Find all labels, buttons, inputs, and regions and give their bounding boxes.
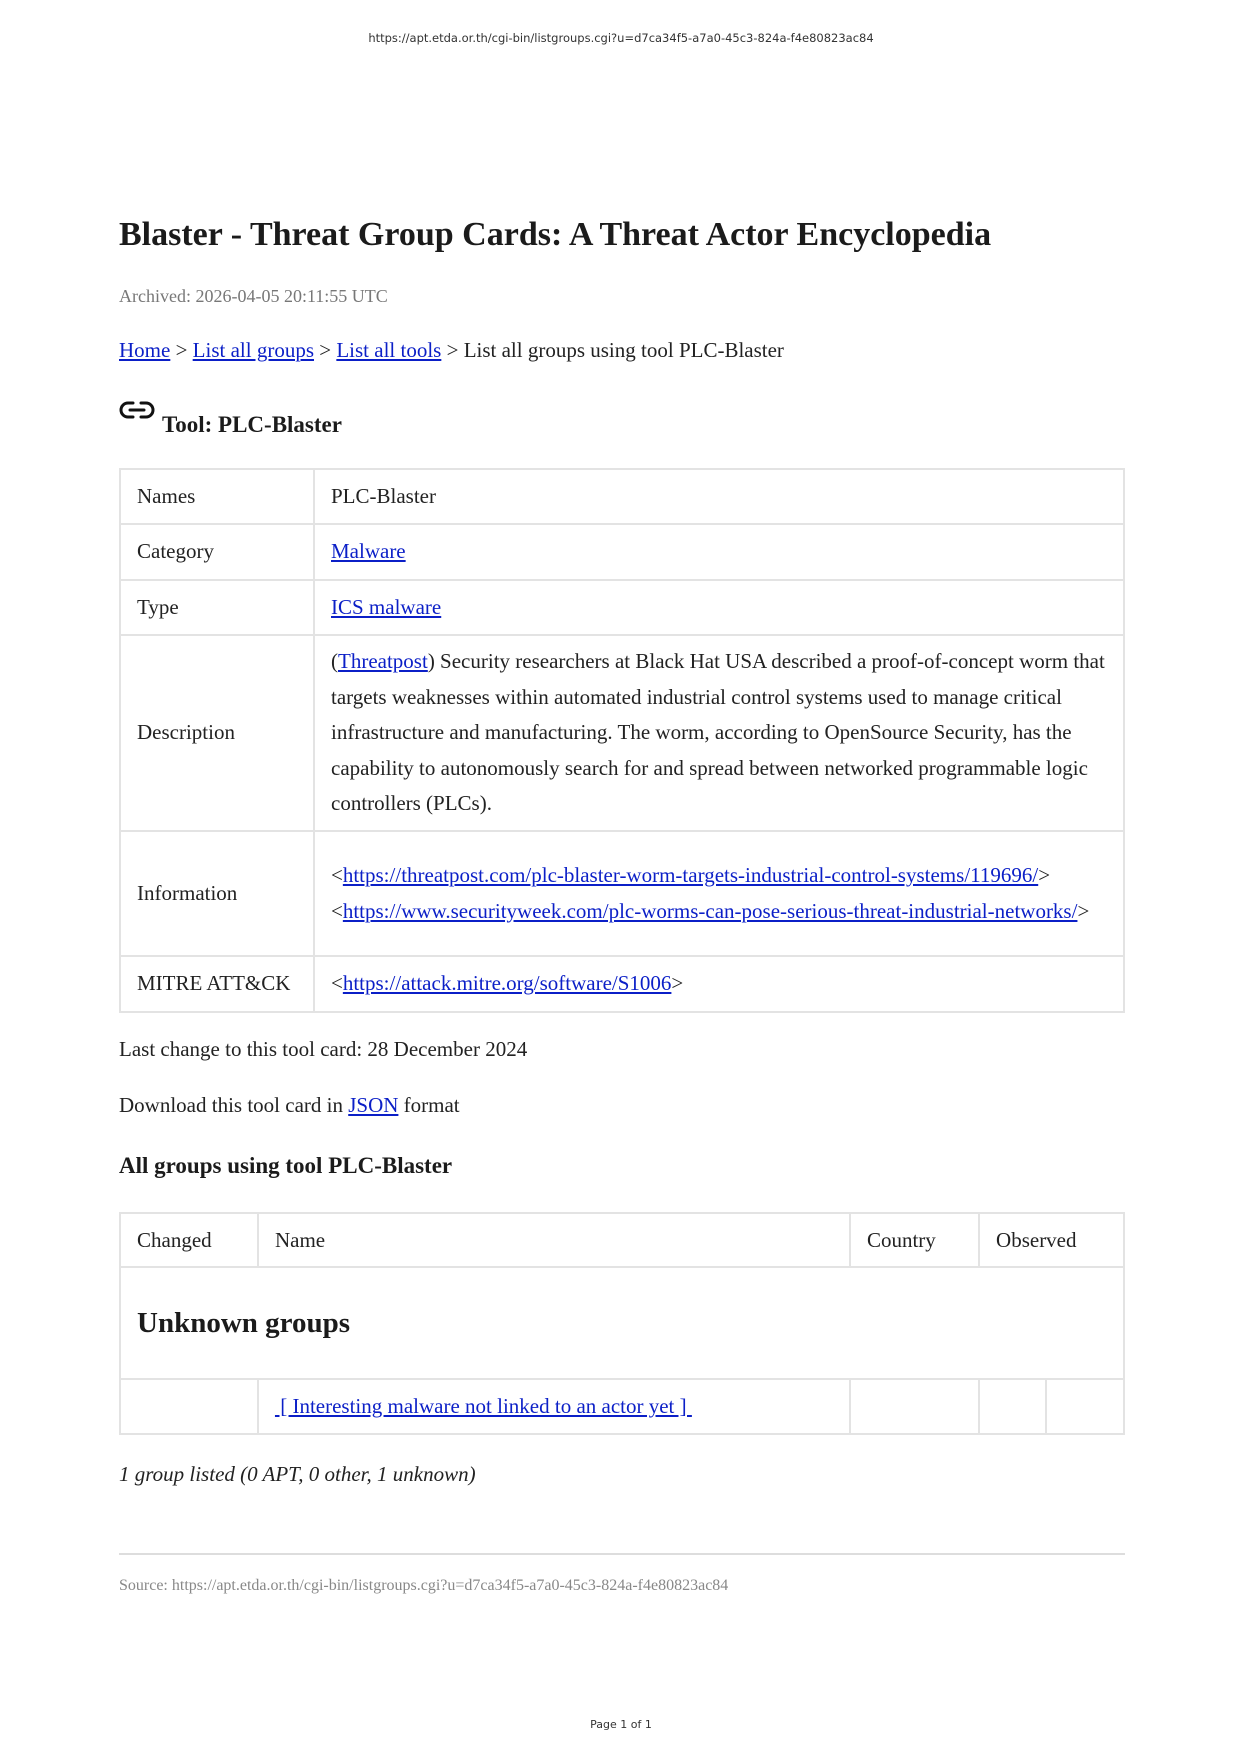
card-value-description [314, 635, 1124, 831]
card-value-type [314, 580, 1124, 635]
card-label-names: Names [120, 469, 314, 524]
col-header-country: Country [850, 1213, 979, 1267]
breadcrumb-current: List all groups using tool PLC-Blaster [463, 338, 784, 362]
json-download-link[interactable]: JSON [348, 1093, 399, 1117]
download-prefix: Download this tool card in [119, 1093, 349, 1117]
print-header-url: https://apt.etda.or.th/cgi-bin/listgroups.cgi?u=d7ca34f5-a7a0-45c3-824a-f4e80823ac84 [368, 31, 874, 45]
threatpost-link[interactable]: Threatpost [338, 649, 428, 674]
card-label-mitre: MITRE ATT&CK [120, 956, 314, 1012]
card-row-description [120, 635, 1124, 831]
card-value-category [314, 524, 1124, 580]
angle-open: < [331, 863, 343, 887]
groups-header-row [120, 1213, 1124, 1267]
tool-heading [119, 400, 342, 438]
breadcrumb-separator: > [441, 338, 464, 362]
angle-close: > [1077, 898, 1090, 923]
card-row-type [120, 580, 1124, 635]
cell-changed [120, 1379, 258, 1434]
groups-heading: All groups using tool PLC-Blaster [119, 1153, 453, 1178]
card-label-description: Description [120, 635, 314, 831]
cell-name [258, 1379, 850, 1434]
angle-open: < [331, 898, 343, 923]
cell-extra [1046, 1379, 1124, 1434]
card-value-information [314, 831, 1124, 956]
section-title-unknown-groups: Unknown groups [137, 1306, 351, 1339]
source-url: Source: https://apt.etda.or.th/cgi-bin/listgroups.cgi?u=d7ca34f5-a7a0-45c3-824a-f4e80823ac84 [119, 1577, 729, 1594]
angle-close: > [1038, 863, 1051, 887]
page-title: Blaster - Threat Group Cards: A Threat Actor Encyclopedia [119, 216, 992, 253]
type-link[interactable]: ICS malware [331, 594, 442, 619]
link-icon [119, 398, 155, 422]
info-line-2 [331, 894, 1107, 930]
breadcrumb-separator: > [170, 338, 193, 362]
col-header-name: Name [258, 1213, 850, 1267]
card-row-information [120, 831, 1124, 956]
cell-country [850, 1379, 979, 1434]
info-link-securityweek[interactable]: https://www.securityweek.com/plc-worms-can-pose-serious-threat-industrial-networks/ [342, 898, 1078, 923]
page-number: Page 1 of 1 [590, 1718, 652, 1731]
card-row-category [120, 524, 1124, 580]
section-row [120, 1267, 1124, 1379]
archived-timestamp: Archived: 2026-04-05 20:11:55 UTC [119, 286, 388, 306]
last-change: Last change to this tool card: 28 December 2024 [119, 1037, 528, 1061]
group-link-interesting-malware[interactable]: [ Interesting malware not linked to an actor yet ] [274, 1394, 692, 1418]
mitre-link[interactable]: https://attack.mitre.org/software/S1006 [342, 971, 672, 996]
angle-close: > [671, 971, 684, 996]
divider [119, 1553, 1125, 1555]
tool-heading-text: Tool: PLC-Blaster [162, 412, 342, 437]
info-link-threatpost[interactable]: https://threatpost.com/plc-blaster-worm-targets-industrial-control-systems/119696/ [342, 863, 1039, 887]
breadcrumb-separator: > [314, 338, 337, 362]
info-line-1 [331, 858, 1107, 894]
breadcrumb-list-groups-link[interactable]: List all groups [192, 338, 314, 362]
download-line [119, 1093, 460, 1118]
col-header-observed: Observed [979, 1213, 1124, 1267]
category-link[interactable]: Malware [331, 539, 406, 564]
col-header-changed: Changed [120, 1213, 258, 1267]
description-paren: ( [331, 649, 338, 674]
section-cell [120, 1267, 1124, 1379]
card-value-names: PLC-Blaster [314, 469, 1124, 524]
description-text: ) Security researchers at Black Hat USA described a proof-of-concept worm that targets weaknesses within automated industrial control systems used to manage critical infrastructure and manufacturing. The worm, according to OpenSource Security, has the capability to autonomously search for and spread between networked programmable logic controllers (PLCs). [331, 649, 1105, 816]
card-value-mitre [314, 956, 1124, 1012]
card-label-category: Category [120, 524, 314, 580]
card-row-mitre [120, 956, 1124, 1012]
angle-open: < [331, 971, 343, 996]
table-row [120, 1379, 1124, 1434]
breadcrumb-list-tools-link[interactable]: List all tools [336, 338, 442, 362]
groups-table [119, 1212, 1125, 1435]
breadcrumb-home-link[interactable]: Home [119, 338, 171, 362]
card-row-names [120, 469, 1124, 524]
download-suffix: format [398, 1093, 460, 1117]
breadcrumb [119, 338, 784, 363]
tool-card-table [119, 468, 1125, 1013]
cell-observed [979, 1379, 1046, 1434]
card-label-type: Type [120, 580, 314, 635]
card-label-information: Information [120, 831, 314, 956]
groups-summary: 1 group listed (0 APT, 0 other, 1 unknown) [119, 1462, 476, 1486]
